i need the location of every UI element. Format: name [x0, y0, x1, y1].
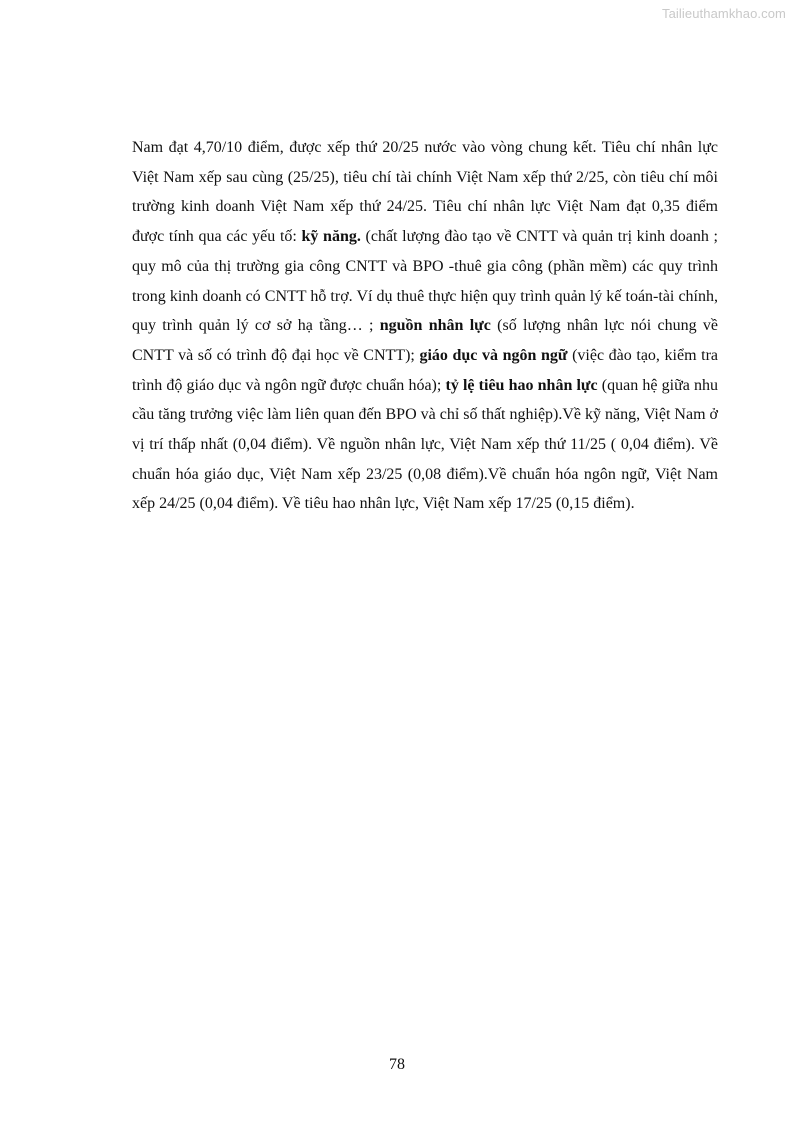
- watermark: Tailieuthamkhao.com: [661, 6, 786, 21]
- paragraph-text: (việc đào tạo, kiểm tra trình độ giáo dục và ngôn ngữ được chuẩn hóa);: [132, 346, 718, 394]
- paragraph-text: (quan hệ giữa nhu cầu tăng trưởng việc làm liên quan đến BPO và chỉ số thất nghiệp).Về kỹ năng, Việt Nam ở vị trí thấp nhất (0,04 điểm). Về nguồn nhân lực, Việt Nam xếp thứ 11/25 ( 0,04 điểm). Về chuẩn hóa giáo dục, Việt Nam xếp 23/25 (0,08 điểm).Về chuẩn hóa ngôn ngữ, Việt Nam xếp 24/25 (0,04 điểm). Về tiêu hao nhân lực, Việt Nam xếp 17/25 (0,15 điểm).: [132, 376, 719, 513]
- paragraph-text: (số lượng nhân lực nói chung về CNTT và số có trình độ đại học về CNTT);: [132, 317, 718, 364]
- bold-term-giao-duc-ngon-ngu: giáo dục và ngôn ngữ: [419, 346, 568, 364]
- body-paragraph: [132, 133, 718, 519]
- bold-term-ky-nang: kỹ năng.: [301, 228, 361, 246]
- bold-term-ty-le-tieu-hao: tỷ lệ tiêu hao nhân lực: [445, 376, 598, 394]
- paragraph-text: (chất lượng đào tạo về CNTT và quản trị kinh doanh ; quy mô của thị trường gia công CNTT và BPO -thuê gia công (phần mềm) các quy trình trong kinh doanh có CNTT hỗ trợ. Ví dụ thuê thực hiện quy trình quản lý kế toán-tài chính, quy trình quản lý cơ sở hạ tầng… ;: [132, 228, 718, 335]
- paragraph-text: Nam đạt 4,70/10 điểm, được xếp thứ 20/25 nước vào vòng chung kết. Tiêu chí nhân lực Việt Nam xếp sau cùng (25/25), tiêu chí tài chính Việt Nam xếp thứ 2/25, còn tiêu chí môi trường kinh doanh Việt Nam xếp thứ 24/25. Tiêu chí nhân lực Việt Nam đạt 0,35 điểm được tính qua các yếu tố:: [132, 139, 718, 246]
- page-number: 78: [389, 1056, 405, 1073]
- document-body: [132, 133, 718, 519]
- bold-term-nguon-nhan-luc: nguồn nhân lực: [379, 317, 491, 335]
